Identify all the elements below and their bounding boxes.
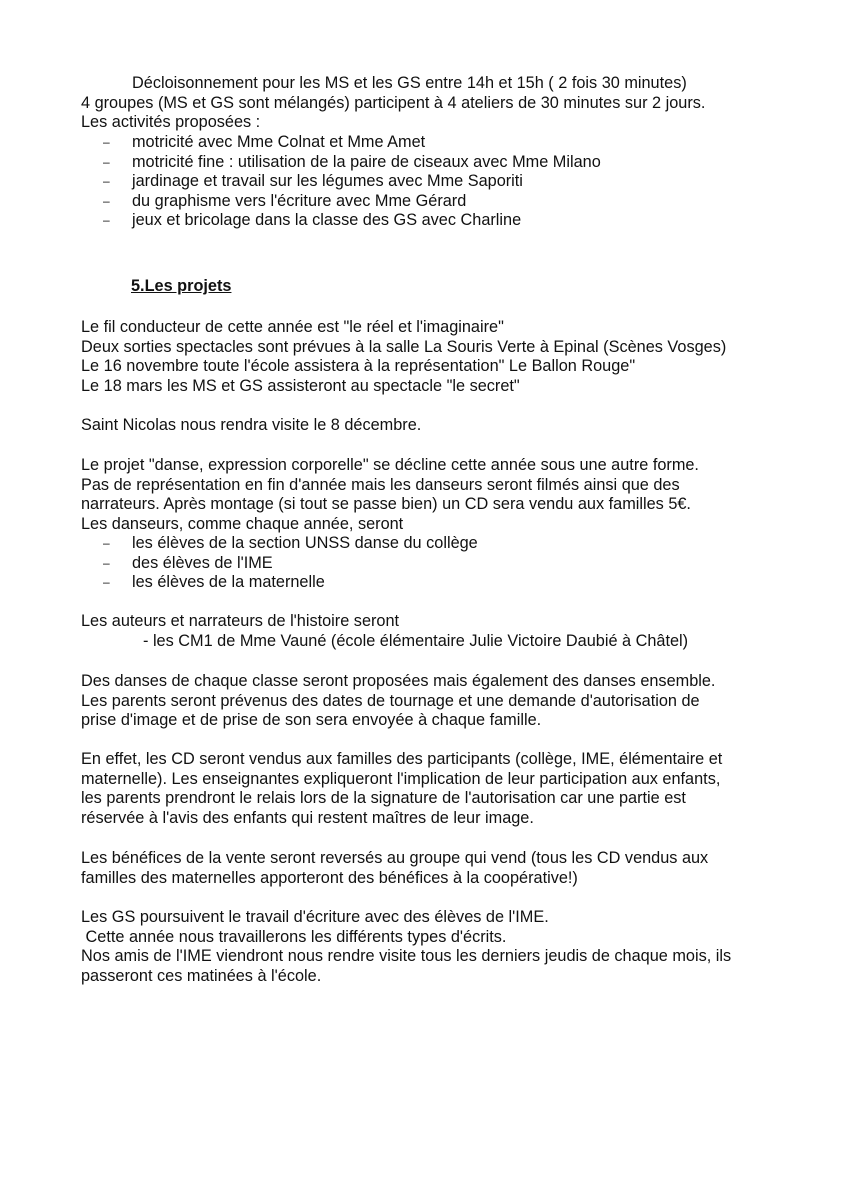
bullet-dash: – bbox=[103, 555, 110, 570]
dancers-list bbox=[103, 534, 478, 593]
authors-item: - les CM1 de Mme Vauné (école élémentaire Julie Victoire Daubié à Châtel) bbox=[143, 631, 689, 650]
bullet-dash: – bbox=[103, 135, 110, 149]
list-item: – du graphisme vers l'écriture avec Mme Gérard bbox=[103, 191, 467, 210]
bullet-dash: – bbox=[103, 536, 110, 550]
paragraph-danses: Des danses de chaque classe seront proposées mais également des danses ensemble. Les parents seront prévenus des dates de tournage et une demande d'autorisation de prise d'image et de prise de son sera envoyée à chaque famille. bbox=[81, 672, 716, 729]
paragraph-cd-sales: En effet, les CD seront vendus aux familles des participants (collège, IME, élémentaire et maternelle). Les enseignantes expliqueront l'implication de leur participation aux enfants, les parents prendront le relais lors de la signature de l'autorisation car une partie est réservée à l'avis des enfants qui restent maîtres de leur image. bbox=[81, 750, 723, 827]
bullet-dash: – bbox=[103, 213, 110, 227]
paragraph-saint-nicolas: Saint Nicolas nous rendra visite le 8 décembre. bbox=[81, 416, 422, 434]
paragraph-ecriture: Les GS poursuivent le travail d'écriture avec des élèves de l'IME. Cette année nous travaillerons les différents types d'écrits. Nos amis de l'IME viendront nous rendre visite tous les derniers jeudis de chaque mois, ils passeront ces matinées à l'école. bbox=[81, 908, 732, 985]
section-heading: 5.Les projets bbox=[131, 277, 232, 295]
bullet-dash: – bbox=[103, 575, 110, 589]
intro-line: 4 groupes (MS et GS sont mélangés) participent à 4 ateliers de 30 minutes sur 2 jours. bbox=[81, 93, 706, 112]
list-item: – des élèves de l'IME bbox=[103, 553, 273, 572]
paragraph-authors: Les auteurs et narrateurs de l'histoire seront - les CM1 de Mme Vauné (école élémentaire Julie Victoire Daubié à Châtel) bbox=[81, 612, 771, 651]
paragraph-danse-project: Le projet "danse, expression corporelle" se décline cette année sous une autre forme. Pas de représentation en fin d'année mais les danseurs seront filmés ainsi que des narrateurs. Après montage (si tout se passe bien) un CD sera vendu aux familles 5€. Les danseurs, comme chaque année, seront bbox=[81, 456, 699, 533]
list-item: – jardinage et travail sur les légumes avec Mme Saporiti bbox=[103, 172, 523, 190]
paragraph-program: Le fil conducteur de cette année est "le réel et l'imaginaire" Deux sorties spectacles sont prévues à la salle La Souris Verte à Epinal (Scènes Vosges) Le 16 novembre toute l'école assistera à la représentation" Le Ballon Rouge" Le 18 mars les MS et GS assisteront au spectacle "le secret" bbox=[81, 318, 727, 395]
decloisonnement-intro bbox=[81, 74, 771, 133]
list-item: – les élèves de la section UNSS danse du collège bbox=[103, 534, 478, 552]
activities-list bbox=[103, 133, 601, 231]
list-item: – les élèves de la maternelle bbox=[103, 573, 325, 591]
intro-line: Les activités proposées : bbox=[81, 113, 261, 131]
bullet-dash: – bbox=[103, 154, 110, 169]
intro-line: Décloisonnement pour les MS et les GS entre 14h et 15h ( 2 fois 30 minutes) bbox=[132, 74, 687, 92]
list-item: – jeux et bricolage dans la classe des GS avec Charline bbox=[103, 211, 522, 229]
list-item: – motricité avec Mme Colnat et Mme Amet bbox=[103, 133, 426, 151]
bullet-dash: – bbox=[103, 174, 110, 188]
paragraph-benefices: Les bénéfices de la vente seront reversés au groupe qui vend (tous les CD vendus aux familles des maternelles apporteront des bénéfices à la coopérative!) bbox=[81, 849, 709, 887]
bullet-dash: – bbox=[103, 193, 110, 208]
list-item: – motricité fine : utilisation de la paire de ciseaux avec Mme Milano bbox=[103, 152, 601, 171]
